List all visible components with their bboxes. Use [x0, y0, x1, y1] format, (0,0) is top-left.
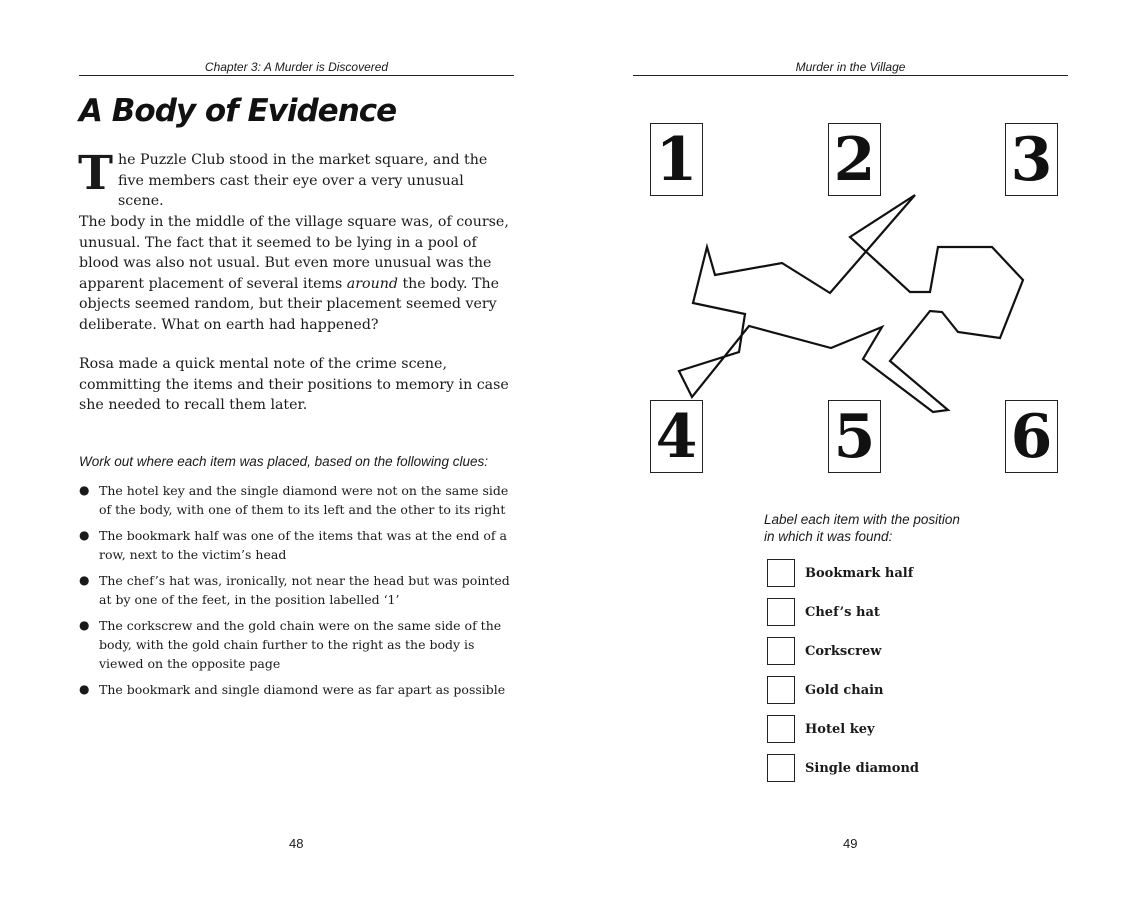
puzzle-instructions: Work out where each item was placed, based on the following clues: [79, 454, 488, 469]
clue-item [79, 571, 514, 609]
intro-paragraph [78, 146, 509, 212]
item-label: Hotel key [805, 721, 875, 737]
item-label: Bookmark half [805, 565, 914, 581]
position-number: 4 [655, 401, 698, 472]
answer-box[interactable] [767, 598, 795, 626]
right-page [572, 0, 1145, 903]
label-instruction-line-2: in which it was found: [764, 529, 893, 544]
item-row-chefs-hat [767, 597, 967, 627]
scene-text-2: the body. The objects seemed random, but their placement seemed very deliberate. What on earth had happened? [79, 275, 500, 333]
running-head-left: Chapter 3: A Murder is Discovered [79, 60, 514, 76]
item-label: Gold chain [805, 682, 884, 698]
page-number-left: 48 [289, 836, 304, 851]
bullet-icon: ● [79, 573, 90, 587]
clue-item [79, 616, 514, 673]
rosa-paragraph: Rosa made a quick mental note of the crime scene, committing the items and their positions to memory in case she needed to recall them later. [79, 356, 509, 413]
scene-paragraph [79, 212, 509, 335]
clue-item [79, 481, 514, 519]
drop-cap: T [78, 146, 113, 201]
answer-box[interactable] [767, 637, 795, 665]
answer-box[interactable] [767, 754, 795, 782]
body-outline-icon [572, 0, 1145, 500]
position-number: 5 [833, 401, 876, 472]
position-number: 2 [833, 124, 876, 195]
clue-list [79, 481, 514, 706]
answer-box[interactable] [767, 559, 795, 587]
answer-box[interactable] [767, 715, 795, 743]
item-row-gold-chain [767, 675, 967, 705]
item-label: Single diamond [805, 760, 920, 776]
label-instruction-line-1: Label each item with the position [764, 512, 960, 527]
page-title: A Body of Evidence [79, 93, 397, 129]
left-page [0, 0, 572, 903]
position-number: 3 [1010, 124, 1053, 195]
clue-item [79, 526, 514, 564]
bullet-icon: ● [79, 483, 90, 497]
position-number: 1 [655, 124, 698, 195]
bullet-icon: ● [79, 618, 90, 632]
clue-text: The chef’s hat was, ironically, not near the head but was pointed at by one of the feet, in the position labelled ‘1’ [99, 573, 510, 607]
clue-text: The bookmark half was one of the items that was at the end of a row, next to the victim’s head [99, 528, 507, 562]
intro-text: he Puzzle Club stood in the market square, and the five members cast their eye over a very unusual scene. [117, 152, 488, 209]
scene-text-1: The body in the middle of the village square was, of course, unusual. The fact that it seemed to be lying in a pool of blood was also not usual. But even more unusual was the apparent placement of several items [79, 214, 509, 292]
answer-box[interactable] [767, 676, 795, 704]
item-row-corkscrew [767, 636, 967, 666]
clue-text: The corkscrew and the gold chain were on the same side of the body, with the gold chain further to the right as the body is viewed on the opposite page [99, 618, 502, 671]
item-row-single-diamond [767, 753, 967, 783]
clue-item [79, 680, 514, 699]
running-head-right: Murder in the Village [633, 60, 1068, 76]
clue-text: The hotel key and the single diamond were not on the same side of the body, with one of them to its left and the other to its right [99, 483, 509, 517]
scene-text-emphasis: around [346, 275, 398, 292]
position-number: 6 [1010, 401, 1053, 472]
clue-text: The bookmark and single diamond were as far apart as possible [99, 682, 506, 697]
item-row-bookmark-half [767, 558, 967, 588]
item-row-hotel-key [767, 714, 967, 744]
bullet-icon: ● [79, 528, 90, 542]
bullet-icon: ● [79, 682, 90, 696]
label-instruction [764, 511, 960, 545]
page-number-right: 49 [843, 836, 858, 851]
item-label: Corkscrew [805, 643, 882, 659]
item-label: Chef’s hat [805, 604, 880, 620]
